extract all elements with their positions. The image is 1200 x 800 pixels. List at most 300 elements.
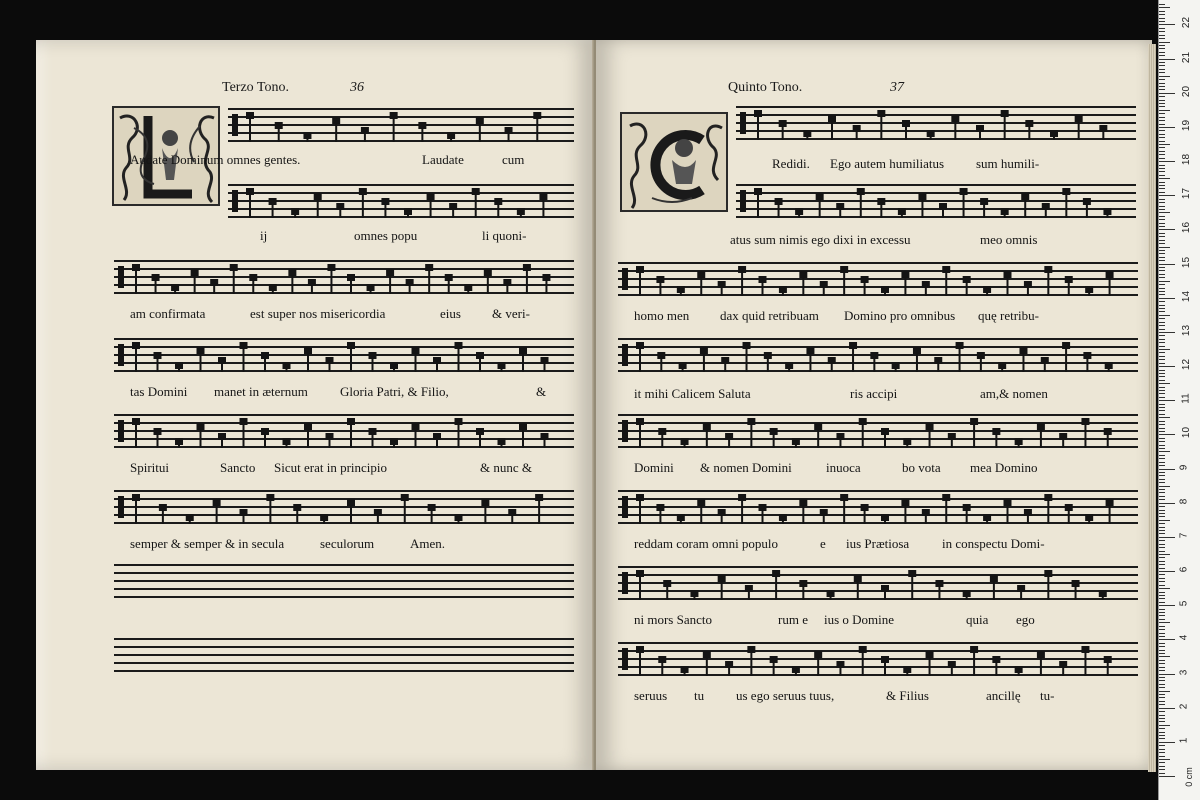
ruler-tick (1159, 749, 1165, 750)
ruler-tick (1159, 247, 1170, 248)
note-head (369, 428, 377, 435)
ruler-tick (1159, 363, 1165, 364)
note-stem (684, 672, 686, 676)
ruler-tick (1159, 776, 1175, 777)
note-head (472, 188, 480, 195)
note-stem (329, 439, 331, 448)
note-head (498, 438, 506, 445)
ruler-tick (1159, 151, 1165, 152)
note-stem (843, 500, 845, 524)
note-stem (925, 287, 927, 296)
note-stem (370, 290, 372, 294)
ruler-tick (1159, 301, 1165, 302)
note-head (779, 514, 787, 521)
note-head (303, 132, 311, 139)
note-stem (916, 353, 918, 372)
measurement-ruler (1158, 0, 1200, 800)
note-head (939, 203, 947, 210)
note-head (718, 281, 726, 288)
lyric-line: Domino pro omnibus (844, 308, 956, 323)
note-stem (307, 429, 309, 448)
note-stem (330, 270, 332, 294)
note-stem (684, 444, 686, 448)
note-stem (448, 280, 450, 294)
ruler-tick (1159, 752, 1165, 753)
ruler-tick (1159, 670, 1165, 671)
ruler-tick (1159, 605, 1175, 606)
ruler-number: 1 (1178, 737, 1190, 744)
note-stem (501, 444, 503, 448)
ruler-tick (1159, 349, 1170, 350)
note-stem (162, 510, 164, 524)
lyric-line: seruus (634, 688, 668, 703)
note-head (963, 504, 971, 511)
lyric-line: & nunc & (480, 460, 532, 475)
note-stem (252, 280, 254, 294)
note-stem (526, 270, 528, 294)
ruler-tick (1159, 103, 1165, 104)
ruler-tick (1159, 513, 1165, 514)
lyric-line: Sancto (220, 460, 256, 475)
note-stem (1044, 363, 1046, 372)
note-head (159, 504, 167, 511)
note-stem (216, 505, 218, 524)
note-stem (1107, 662, 1109, 676)
note-stem (993, 581, 995, 600)
clef-mark (622, 648, 628, 670)
ruler-tick (1159, 574, 1165, 575)
note-stem (862, 424, 864, 448)
ruler-tick (1159, 428, 1165, 429)
music-staff (114, 260, 574, 294)
note-head (828, 357, 836, 364)
ruler-tick (1159, 721, 1165, 722)
ruler-tick (1159, 161, 1175, 162)
ruler-tick (1159, 305, 1165, 306)
note-stem (1107, 434, 1109, 448)
note-head (942, 266, 950, 273)
ruler-tick (1159, 83, 1165, 84)
note-stem (884, 662, 886, 676)
note-glyphs (114, 414, 574, 448)
note-head (1015, 438, 1023, 445)
note-head (523, 264, 531, 271)
ruler-tick (1159, 738, 1165, 739)
note-stem (536, 118, 538, 142)
note-head (132, 418, 140, 425)
note-stem (278, 128, 280, 142)
note-stem (884, 434, 886, 448)
ruler-tick (1159, 581, 1165, 582)
note-head (455, 342, 463, 349)
note-head (948, 433, 956, 440)
ruler-tick (1159, 31, 1165, 32)
note-head (381, 198, 389, 205)
note-head (697, 271, 705, 278)
note-stem (802, 505, 804, 524)
note-head (1024, 509, 1032, 516)
lyric-line: manet in æternum (214, 384, 308, 399)
note-head (881, 585, 889, 592)
note-head (347, 418, 355, 425)
ruler-tick (1159, 619, 1165, 620)
empty-staff (114, 564, 574, 598)
note-stem (929, 657, 931, 676)
clef-mark (622, 572, 628, 594)
note-stem (544, 439, 546, 448)
ruler-number: 21 (1181, 51, 1193, 63)
music-staff (228, 184, 574, 218)
ruler-tick (1159, 592, 1165, 593)
note-head (1041, 357, 1049, 364)
ruler-tick (1159, 69, 1165, 70)
note-stem (1068, 282, 1070, 296)
ruler-number: 5 (1178, 600, 1190, 607)
note-stem (542, 199, 544, 218)
note-stem (1084, 424, 1086, 448)
note-stem (393, 118, 395, 142)
note-stem (194, 275, 196, 294)
ruler-tick (1159, 448, 1165, 449)
music-staff (114, 414, 574, 448)
ruler-tick (1159, 137, 1165, 138)
note-head (481, 499, 489, 506)
ruler-tick (1159, 195, 1175, 196)
note-head (779, 120, 787, 127)
note-stem (639, 500, 641, 524)
note-stem (522, 353, 524, 372)
note-stem (795, 672, 797, 676)
note-stem (1004, 214, 1006, 218)
note-stem (479, 358, 481, 372)
ruler-tick (1159, 663, 1165, 664)
lyric-line: Redidi. (772, 156, 810, 171)
ruler-tick (1159, 438, 1165, 439)
note-stem (511, 515, 513, 524)
lyric-line: tu (694, 688, 705, 703)
note-head (476, 352, 484, 359)
note-stem (951, 667, 953, 676)
clef-mark (622, 344, 628, 366)
note-stem (819, 199, 821, 218)
note-head (998, 362, 1006, 369)
clef-mark (740, 190, 746, 212)
note-stem (762, 510, 764, 524)
lyric-line: seculorum (320, 536, 375, 551)
lyric-line: Amen. (410, 536, 446, 551)
note-head (770, 656, 778, 663)
ruler-tick (1159, 383, 1170, 384)
note-head (154, 428, 162, 435)
note-head (327, 264, 335, 271)
note-head (541, 433, 549, 440)
note-head (799, 499, 807, 506)
note-head (861, 276, 869, 283)
note-stem (249, 194, 251, 218)
ruler-tick (1159, 206, 1165, 207)
note-head (1104, 656, 1112, 663)
ruler-tick (1159, 636, 1165, 637)
note-head (820, 281, 828, 288)
ruler-tick (1159, 568, 1165, 569)
right-page (596, 40, 1152, 770)
note-stem (906, 444, 908, 448)
note-stem (479, 434, 481, 448)
note-stem (174, 290, 176, 294)
note-stem (757, 116, 759, 140)
note-stem (682, 368, 684, 372)
ruler-tick (1159, 585, 1165, 586)
note-head (881, 514, 889, 521)
note-head (795, 208, 803, 215)
note-stem (415, 353, 417, 372)
note-stem (839, 439, 841, 448)
ruler-tick (1159, 595, 1165, 596)
ruler-tick (1159, 551, 1165, 552)
note-stem (802, 277, 804, 296)
note-stem (945, 272, 947, 296)
note-stem (317, 199, 319, 218)
clef-mark (118, 266, 124, 288)
note-head (246, 112, 254, 119)
note-head (213, 499, 221, 506)
note-stem (404, 500, 406, 524)
note-head (326, 433, 334, 440)
note-head (840, 266, 848, 273)
note-head (359, 188, 367, 195)
note-stem (782, 520, 784, 524)
ruler-tick (1159, 684, 1165, 685)
note-stem (762, 282, 764, 296)
ruler-number: 15 (1181, 256, 1193, 268)
note-stem (1062, 667, 1064, 676)
note-stem (307, 353, 309, 372)
note-head (836, 203, 844, 210)
note-stem (286, 368, 288, 372)
note-stem (407, 214, 409, 218)
ruler-tick (1159, 687, 1165, 688)
note-stem (1106, 214, 1108, 218)
lyric-line: homo men (634, 308, 690, 323)
ruler-number: 13 (1181, 324, 1193, 336)
lyric-line: Laudate (422, 152, 464, 167)
note-stem (1086, 358, 1088, 372)
note-head (681, 666, 689, 673)
note-head (636, 646, 644, 653)
lyric-line: Spiritui (130, 460, 170, 475)
note-stem (904, 277, 906, 296)
note-head (505, 127, 513, 134)
note-stem (1027, 515, 1029, 524)
note-stem (272, 290, 274, 294)
note-stem (966, 596, 968, 600)
note-head (1059, 661, 1067, 668)
ruler-tick (1159, 499, 1165, 500)
note-head (743, 342, 751, 349)
ruler-tick (1159, 520, 1170, 521)
right-running-head: Quinto Tono. (728, 80, 803, 95)
note-head (418, 122, 426, 129)
ruler-tick (1159, 4, 1165, 5)
ruler-tick (1159, 264, 1175, 265)
ruler-tick (1159, 718, 1165, 719)
ruler-tick (1159, 335, 1165, 336)
ruler-tick (1159, 400, 1175, 401)
ruler-tick (1159, 544, 1165, 545)
note-glyphs (618, 262, 1138, 296)
note-head (892, 362, 900, 369)
ruler-tick (1159, 393, 1165, 394)
note-head (445, 274, 453, 281)
note-stem (721, 515, 723, 524)
ruler-tick (1159, 766, 1165, 767)
ruler-tick (1159, 510, 1165, 511)
note-stem (264, 358, 266, 372)
note-stem (221, 439, 223, 448)
note-head (498, 362, 506, 369)
note-stem (748, 591, 750, 600)
ruler-tick (1159, 356, 1165, 357)
note-head (1103, 208, 1111, 215)
note-glyphs (114, 490, 574, 524)
note-stem (372, 358, 374, 372)
note-stem (372, 434, 374, 448)
note-head (1044, 494, 1052, 501)
ruler-tick (1159, 158, 1165, 159)
note-head (983, 514, 991, 521)
ruler-tick (1159, 124, 1165, 125)
note-head (249, 274, 257, 281)
lyric-line: it mihi Calicem Saluta (634, 386, 751, 401)
note-stem (782, 126, 784, 140)
note-head (539, 193, 547, 200)
note-stem (487, 275, 489, 294)
note-stem (135, 348, 137, 372)
note-stem (249, 118, 251, 142)
note-head (700, 347, 708, 354)
lyric-line: dax quid retribuam (720, 308, 819, 323)
note-head (240, 342, 248, 349)
ruler-tick (1159, 458, 1165, 459)
note-stem (831, 121, 833, 140)
note-head (934, 357, 942, 364)
note-stem (884, 591, 886, 600)
note-head (935, 580, 943, 587)
note-head (951, 115, 959, 122)
note-head (657, 352, 665, 359)
ruler-tick (1159, 557, 1165, 558)
note-stem (721, 287, 723, 296)
ruler-tick (1159, 441, 1165, 442)
note-head (1065, 504, 1073, 511)
note-head (218, 433, 226, 440)
note-stem (545, 280, 547, 294)
ruler-number: 3 (1178, 669, 1190, 675)
note-stem (938, 586, 940, 600)
note-head (447, 132, 455, 139)
lyric-line: Audate Dominum omnes gentes. (130, 152, 301, 167)
ruler-tick (1159, 48, 1165, 49)
note-stem (243, 348, 245, 372)
note-head (390, 438, 398, 445)
ruler-tick (1159, 745, 1165, 746)
note-head (956, 342, 964, 349)
note-head (877, 110, 885, 117)
note-head (814, 423, 822, 430)
note-stem (911, 576, 913, 600)
note-stem (362, 194, 364, 218)
note-stem (906, 672, 908, 676)
note-head (503, 279, 511, 286)
note-head (1081, 646, 1089, 653)
note-head (455, 418, 463, 425)
note-stem (430, 199, 432, 218)
note-head (799, 271, 807, 278)
ruler-tick (1159, 602, 1165, 603)
note-stem (639, 272, 641, 296)
note-stem (864, 282, 866, 296)
note-stem (843, 272, 845, 296)
note-head (175, 362, 183, 369)
ruler-number: 6 (1178, 566, 1190, 573)
note-head (240, 509, 248, 516)
note-head (976, 125, 984, 132)
note-head (908, 570, 916, 577)
note-stem (508, 133, 510, 142)
note-glyphs (736, 184, 1136, 218)
ruler-tick (1159, 253, 1165, 254)
note-stem (306, 138, 308, 142)
note-head (326, 357, 334, 364)
ruler-tick (1159, 694, 1165, 695)
note-head (1083, 198, 1091, 205)
ruler-tick (1159, 141, 1165, 142)
note-head (1019, 347, 1027, 354)
note-head (412, 423, 420, 430)
note-head (901, 499, 909, 506)
note-stem (823, 287, 825, 296)
ruler-tick (1159, 38, 1165, 39)
clef-mark (118, 344, 124, 366)
note-stem (959, 348, 961, 372)
note-head (853, 125, 861, 132)
ruler-tick (1159, 742, 1175, 743)
note-head (1037, 423, 1045, 430)
note-stem (963, 194, 965, 218)
ruler-tick (1159, 42, 1170, 43)
note-stem (221, 363, 223, 372)
note-glyphs (618, 490, 1138, 524)
ruler-tick (1159, 117, 1165, 118)
note-stem (155, 280, 157, 294)
note-head (314, 193, 322, 200)
note-stem (773, 662, 775, 676)
ruler-tick (1159, 113, 1165, 114)
note-stem (243, 424, 245, 448)
note-head (347, 499, 355, 506)
music-staff (228, 108, 574, 142)
lyric-line: e (820, 536, 826, 551)
note-head (308, 279, 316, 286)
decorated-initial-c (620, 112, 728, 212)
lyric-line: & veri- (492, 306, 530, 321)
note-head (881, 428, 889, 435)
note-stem (157, 434, 159, 448)
ruler-tick (1159, 769, 1165, 770)
note-stem (973, 652, 975, 676)
ruler-tick (1159, 223, 1165, 224)
note-head (336, 203, 344, 210)
